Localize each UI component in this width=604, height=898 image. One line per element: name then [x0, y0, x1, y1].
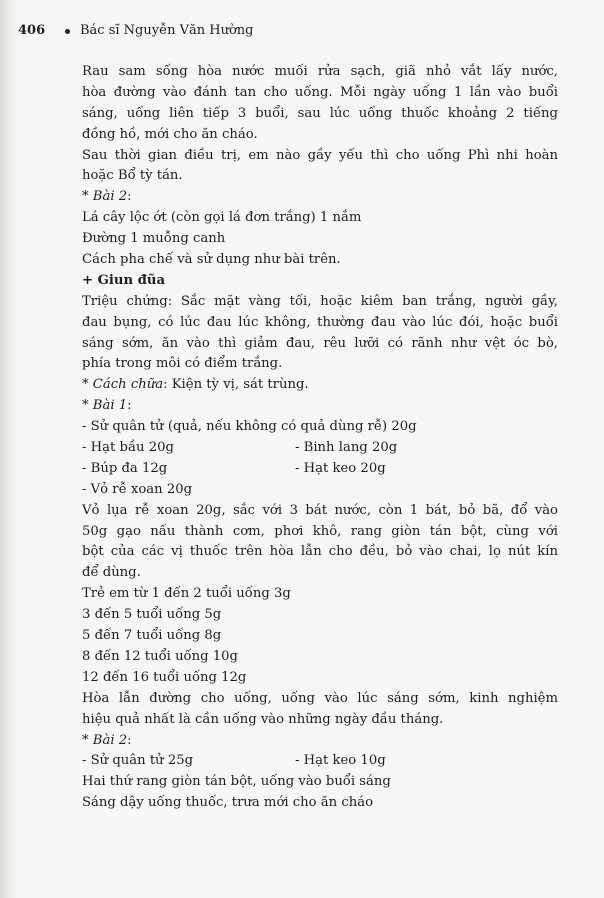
heading-colon: :: [127, 189, 132, 205]
text-line: hoặc Bổ tỳ tán.: [82, 168, 183, 184]
text-line: Vỏ lụa rễ xoan 20g, sắc với 3 bát nước, còn 1 bát, bỏ bã, đổ vào: [82, 502, 558, 518]
treatment-text: : Kiện tỳ vị, sát trùng.: [163, 377, 309, 393]
paragraph-rau-sam: [82, 62, 558, 146]
heading-colon: :: [127, 398, 132, 414]
bai-2-heading: [82, 187, 558, 208]
ingredient-row: [82, 459, 558, 480]
dosage-line: 3 đến 5 tuổi uống 5g: [82, 607, 222, 623]
treatment-line: [82, 375, 558, 396]
instruction-line: Hai thứ rang giòn tán bột, uống vào buổi sáng: [82, 774, 391, 790]
section-title-giun-dua: + Giun đũa: [82, 272, 166, 288]
ingredient-line: Lá cây lộc ớt (còn gọi lá đơn trắng) 1 nắm: [82, 210, 362, 226]
asterisk-marker: *: [82, 189, 93, 205]
text-line: 50g gạo nấu thành cơm, phơi khô, rang giòn tán bột, cùng với: [82, 523, 558, 539]
ingredient-cell: - Hạt bầu 20g: [82, 440, 174, 456]
bai-2-heading-second: [82, 731, 558, 752]
text-line: đau bụng, có lúc đau lúc không, thường đau vào lúc đói, hoặc buổi: [82, 314, 558, 330]
bullet-dot-icon: [65, 29, 70, 34]
text-line: để dùng.: [82, 565, 141, 581]
text-line: phía trong môi có điểm trắng.: [82, 356, 283, 372]
ingredient-row: [82, 751, 558, 772]
asterisk-marker: *: [82, 377, 93, 393]
ingredient-row: [82, 438, 558, 459]
asterisk-marker: *: [82, 732, 93, 748]
ingredient-cell: - Búp đa 12g: [82, 460, 168, 476]
bai-1-heading: [82, 396, 558, 417]
paragraph-symptoms: [82, 292, 558, 376]
recipe-label: Bài 2: [92, 189, 128, 205]
ingredient-line: - Sử quân tử (quả, nếu không có quả dùng rễ) 20g: [82, 419, 417, 435]
text-line: bột của các vị thuốc trên hòa lẫn cho đều, bỏ vào chai, lọ nút kín: [82, 544, 558, 560]
ingredient-cell: - Sử quân tử 25g: [82, 753, 194, 769]
ingredient-line: - Vỏ rễ xoan 20g: [82, 481, 193, 497]
treatment-label: Cách chữa: [92, 377, 164, 393]
text-line: sáng sớm, ăn vào thì giảm đau, rêu lưỡi có rãnh như vệt óc bò,: [82, 335, 558, 351]
ingredient-line: Đường 1 muỗng canh: [82, 231, 226, 247]
page-spine-shadow: [0, 0, 16, 898]
paragraph-preparation: [82, 501, 558, 585]
ingredient-cell: - Binh lang 20g: [295, 440, 398, 456]
text-line: Sau thời gian điều trị, em nào gầy yếu thì cho uống Phì nhi hoàn: [82, 147, 558, 163]
instruction-line: Cách pha chế và sử dụng như bài trên.: [82, 252, 341, 268]
page-number: 406: [18, 23, 46, 38]
asterisk-marker: *: [82, 398, 93, 414]
ingredient-cell: - Hạt keo 20g: [295, 460, 386, 476]
text-line: sáng, uống liên tiếp 3 buổi, sau lúc uống thuốc khoảng 2 tiếng: [82, 105, 558, 121]
dosage-list: [82, 584, 558, 688]
dosage-line: 8 đến 12 tuổi uống 10g: [82, 648, 238, 664]
text-line: hòa đường vào đánh tan cho uống. Mỗi ngày uống 1 lần vào buổi: [82, 84, 558, 100]
recipe-label: Bài 1: [92, 398, 128, 414]
dosage-line: 5 đến 7 tuổi uống 8g: [82, 628, 222, 644]
ingredient-cell: - Hạt keo 10g: [295, 753, 386, 769]
text-line: hiệu quả nhất là cần uống vào những ngày đầu tháng.: [82, 711, 444, 727]
recipe-label: Bài 2: [92, 732, 128, 748]
running-header: [18, 20, 578, 42]
text-line: Triệu chứng: Sắc mặt vàng tối, hoặc kiêm ban trắng, người gầy,: [82, 293, 558, 309]
instruction-line: Sáng dậy uống thuốc, trưa mới cho ăn cháo: [82, 795, 374, 811]
dosage-line: 12 đến 16 tuổi uống 12g: [82, 669, 247, 685]
paragraph-after-treatment: [82, 146, 558, 188]
paragraph-usage: [82, 689, 558, 731]
heading-colon: :: [127, 732, 132, 748]
header-author: Bác sĩ Nguyễn Văn Hường: [80, 23, 254, 38]
page-body: [82, 62, 558, 814]
dosage-line: Trẻ em từ 1 đến 2 tuổi uống 3g: [82, 586, 291, 602]
text-line: đồng hồ, mới cho ăn cháo.: [82, 126, 258, 142]
text-line: Rau sam sống hòa nước muối rửa sạch, giã nhỏ vắt lấy nước,: [82, 64, 558, 79]
text-line: Hòa lẫn đường cho uống, uống vào lúc sáng sớm, kinh nghiệm: [82, 690, 558, 706]
